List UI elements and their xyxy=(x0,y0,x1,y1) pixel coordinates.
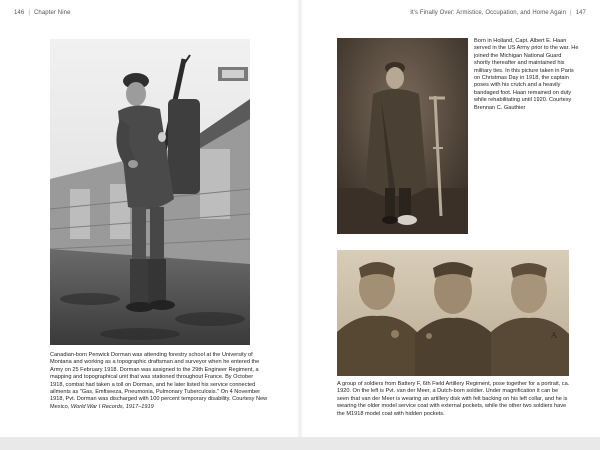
left-chapter-title: Chapter Nine xyxy=(33,10,71,16)
dorman-caption-text: Canadian-born Penwick Dorman was attending forestry school at the University of Montana and working as a topographic draftsman and surveyor when he entered the Army on 25 February 1918. Dorman was assigned to the 29th Engineer Regiment, a mapping and topographical unit that was stationed throughout France. By October 1918, combat had taken a toll on Dorman, and he later listed his service connected ailments as "Gas, Emfiseeza, Pneumonia, Pulmonary Tuberculosis." On 4 November 1918, Pvt. Dorman was discharged with 100 percent temporary disability. Courtesy New Mexico, xyxy=(50,352,268,410)
dorman-caption xyxy=(50,352,268,411)
svg-text:A: A xyxy=(551,331,557,340)
right-page xyxy=(300,0,600,450)
right-page-number: 147 xyxy=(575,10,586,16)
dorman-caption-source: World War I Records, 1917–1919 xyxy=(70,403,154,410)
bottom-margin-band xyxy=(0,437,600,450)
right-running-head xyxy=(410,10,586,16)
book-gutter xyxy=(297,0,303,450)
battery-f-caption-text: A group of soldiers from Battery F, 6th Field Artillery Regiment, pose together for a portrait, ca. 1920. On the left is Pvt. van der Meer, a Dutch-born soldier. Under magnification it can be seen that van der Meer is wearing an artillery disk with felt backing on his left collar, and he is wearing the older model service coat with external pockets, while the other two soldiers have the M1918 model coat with hidden pockets. xyxy=(337,381,570,417)
haan-photo xyxy=(337,38,468,234)
haan-caption xyxy=(474,38,579,112)
header-separator: | xyxy=(28,10,30,16)
right-chapter-title: It's Finally Over: Armistice, Occupation, and Home Again xyxy=(410,10,567,16)
battery-f-caption xyxy=(337,381,571,418)
left-running-head xyxy=(14,10,71,16)
header-separator: | xyxy=(570,10,572,16)
haan-caption-text: Born in Holland, Capt. Albert E. Haan served in the US Army prior to the war. He joined the Michigan National Guard shortly thereafter and maintained his military ties. In this picture taken in Paris on Christmas Day in 1918, the captain poses with his crutch and a heavily bandaged foot. Haan remained on duty while rehabilitating until 1920. Courtesy Brennan C. Gauthier xyxy=(474,38,579,111)
dorman-photo xyxy=(50,39,250,345)
battery-f-soldiers-photo xyxy=(337,250,569,376)
left-page-number: 146 xyxy=(14,10,25,16)
